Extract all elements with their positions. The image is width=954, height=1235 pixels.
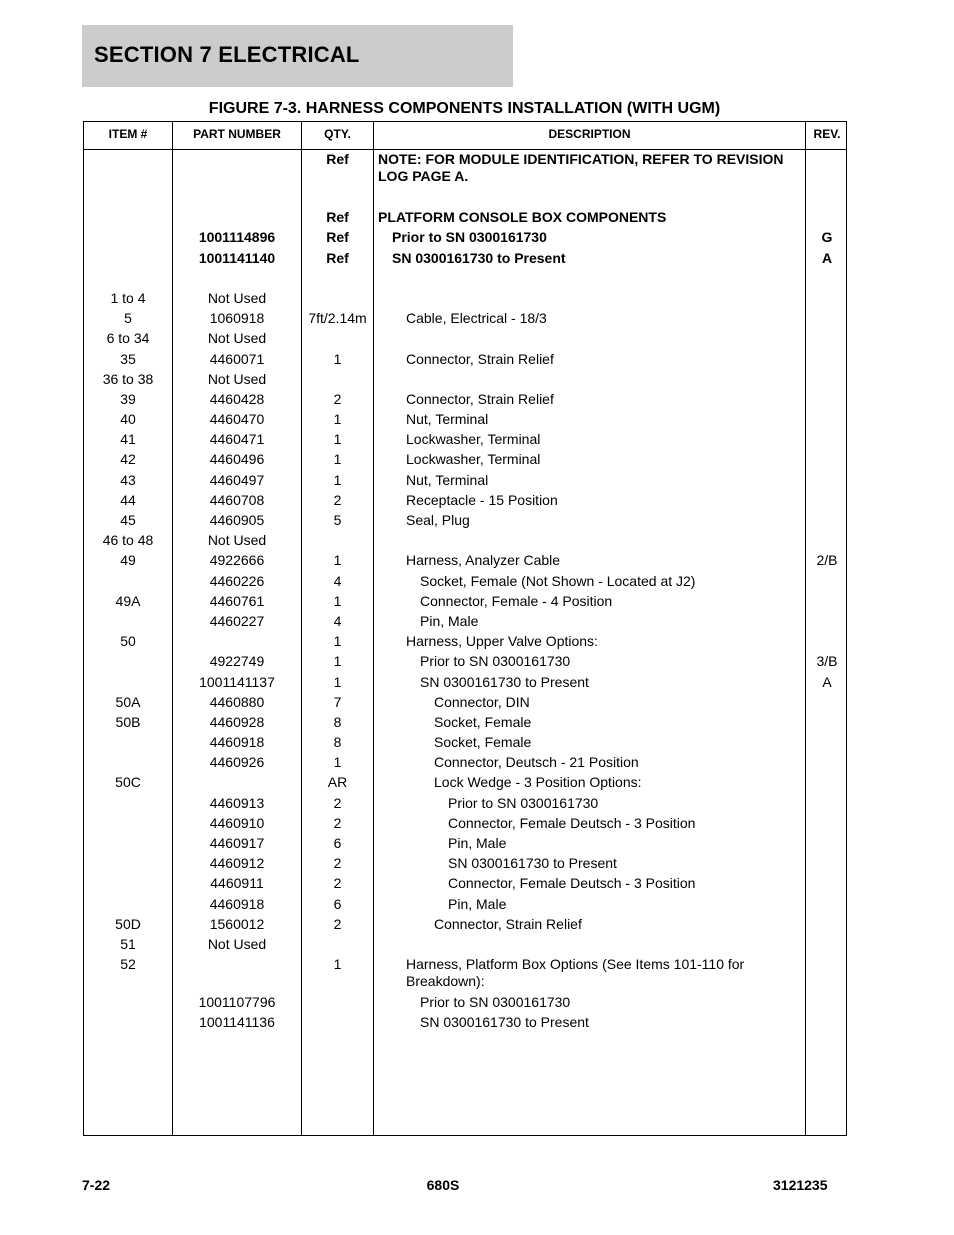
item-number-cell: 44 (120, 491, 136, 508)
column-header-item: ITEM # (108, 127, 148, 141)
table-row (84, 914, 846, 934)
part-number-cell: 1001141140 (198, 249, 276, 266)
description-cell: Lockwasher, Terminal (406, 431, 541, 448)
table-row (84, 591, 846, 611)
quantity-cell: 2 (333, 794, 342, 811)
part-number-cell: 1001107796 (198, 994, 276, 1011)
description-cell: Socket, Female (434, 713, 532, 730)
description-cell: Prior to SN 0300161730 (420, 653, 571, 670)
footer-page-number: 7-22 (82, 1177, 111, 1193)
quantity-cell: 1 (333, 350, 342, 367)
table-row (84, 288, 846, 308)
table-row (84, 429, 846, 449)
part-number-cell: Not Used (207, 289, 267, 306)
item-number-cell: 42 (120, 451, 136, 468)
quantity-cell: 1 (333, 956, 342, 973)
part-number-cell: 4460910 (209, 814, 265, 831)
description-cell: Pin, Male (420, 612, 479, 629)
quantity-cell: 1 (333, 653, 342, 670)
table-row (84, 369, 846, 389)
description-cell: Connector, Strain Relief (406, 350, 554, 367)
part-number-cell: 4460708 (209, 491, 265, 508)
part-number-cell: 1560012 (209, 915, 265, 932)
table-row (84, 1012, 846, 1032)
description-cell: Receptacle - 15 Position (406, 491, 558, 508)
table-row (84, 248, 846, 268)
part-number-cell: Not Used (207, 330, 267, 347)
part-number-cell: 4460917 (209, 835, 265, 851)
part-number-cell: 4460918 (209, 734, 265, 751)
part-number-cell: 4460428 (209, 390, 265, 407)
quantity-cell: 7ft/2.14m (308, 310, 367, 327)
description-cell: Socket, Female (434, 734, 532, 751)
description-cell: Nut, Terminal (406, 471, 489, 488)
column-header-qty: QTY. (324, 127, 351, 141)
item-number-cell: 50A (115, 693, 141, 710)
part-number-cell: 4460227 (209, 612, 265, 629)
part-number-cell: 4460880 (209, 693, 265, 710)
description-cell: Connector, Deutsch - 21 Position (434, 754, 639, 771)
table-row (84, 207, 846, 227)
description-cell: Pin, Male (448, 835, 507, 851)
table-row (84, 853, 846, 873)
description-cell: PLATFORM CONSOLE BOX COMPONENTS (378, 209, 667, 226)
quantity-cell: Ref (326, 229, 349, 246)
table-row (84, 732, 846, 752)
item-number-cell: 50B (115, 713, 141, 730)
footer-model: 680S (426, 1177, 460, 1193)
description-cell: Harness, Upper Valve Options: (406, 633, 598, 650)
description-cell: SN 0300161730 to Present (392, 249, 566, 266)
description-cell: Seal, Plug (406, 512, 470, 528)
part-number-cell: 4460911 (210, 875, 264, 892)
table-row (84, 692, 846, 712)
item-number-cell: 50 (120, 633, 136, 650)
quantity-cell: 1 (333, 673, 342, 690)
description-cell: Nut, Terminal (406, 411, 489, 428)
description-cell: Lock Wedge - 3 Position Options: (434, 774, 642, 791)
table-row (84, 672, 846, 692)
description-cell: Prior to SN 0300161730 (448, 794, 599, 811)
part-number-cell: 4460470 (209, 411, 265, 428)
item-number-cell: 1 to 4 (110, 289, 146, 306)
quantity-cell: 4 (333, 612, 342, 629)
table-row (84, 772, 846, 792)
quantity-cell: Ref (326, 249, 349, 266)
quantity-cell: 1 (333, 451, 342, 468)
quantity-cell: Ref (326, 209, 349, 226)
quantity-cell: 8 (333, 734, 342, 751)
table-row (84, 611, 846, 631)
table-row (84, 490, 846, 510)
part-number-cell: 4460905 (209, 512, 265, 528)
table-body (84, 149, 846, 1033)
quantity-cell: 6 (333, 895, 342, 912)
part-number-cell: 4460497 (209, 471, 265, 488)
part-number-cell: 4460928 (209, 713, 265, 730)
section-header (82, 25, 513, 87)
description-cell: NOTE: FOR MODULE IDENTIFICATION, REFER TO REVISION LOG PAGE A. (378, 151, 784, 184)
part-number-cell: 4460918 (209, 895, 265, 912)
description-cell: Connector, Female Deutsch - 3 Position (448, 814, 696, 831)
part-number-cell: 4460226 (209, 572, 265, 589)
table-row (84, 409, 846, 429)
quantity-cell: 1 (333, 431, 342, 448)
table-row (84, 954, 846, 992)
quantity-cell: 1 (333, 633, 342, 650)
description-cell: Cable, Electrical - 18/3 (406, 310, 547, 327)
description-cell: Prior to SN 0300161730 (420, 994, 571, 1011)
quantity-cell: 2 (333, 875, 342, 892)
table-row (84, 389, 846, 409)
table-row (84, 934, 846, 954)
description-cell: Harness, Analyzer Cable (406, 552, 561, 569)
footer-doc-number: 3121235 (773, 1177, 828, 1193)
item-number-cell: 5 (124, 310, 132, 327)
table-row (84, 308, 846, 328)
part-number-cell: 4922749 (209, 653, 265, 670)
description-cell: SN 0300161730 to Present (420, 1014, 589, 1031)
description-cell: Connector, Female Deutsch - 3 Position (448, 875, 696, 892)
quantity-cell: AR (327, 774, 348, 791)
quantity-cell: 8 (333, 713, 342, 730)
column-header-description: DESCRIPTION (548, 127, 631, 141)
item-number-cell: 46 to 48 (102, 532, 154, 549)
quantity-cell: 5 (333, 512, 342, 528)
table-row (84, 894, 846, 914)
table-row (84, 873, 846, 893)
item-number-cell: 45 (120, 512, 136, 528)
description-cell: Socket, Female (Not Shown - Located at J2) (420, 572, 696, 589)
item-number-cell: 49A (115, 592, 141, 609)
quantity-cell: 1 (333, 592, 342, 609)
part-number-cell: 4460913 (209, 794, 265, 811)
part-number-cell: 4460912 (209, 855, 265, 872)
part-number-cell: 4460071 (209, 350, 265, 367)
part-number-cell: Not Used (207, 370, 267, 387)
part-number-cell: 1001141136 (199, 1014, 275, 1031)
column-header-part-number: PART NUMBER (193, 127, 281, 141)
quantity-cell: 4 (333, 572, 342, 589)
item-number-cell: 6 to 34 (106, 330, 150, 347)
part-number-cell: 4460471 (209, 431, 265, 448)
description-cell: Pin, Male (448, 895, 507, 912)
description-cell: SN 0300161730 to Present (420, 673, 589, 690)
description-cell: Lockwasher, Terminal (406, 451, 541, 468)
revision-cell: 2/B (816, 552, 838, 569)
quantity-cell: 6 (333, 835, 342, 851)
table-row (84, 651, 846, 671)
item-number-cell: 52 (120, 956, 136, 973)
part-number-cell: Not Used (207, 935, 267, 952)
item-number-cell: 49 (120, 552, 136, 569)
table-row (84, 510, 846, 530)
table-row (84, 813, 846, 833)
table-row (84, 712, 846, 732)
part-number-cell: 4460496 (209, 451, 265, 468)
description-cell: Prior to SN 0300161730 (392, 229, 547, 246)
revision-cell: A (822, 673, 832, 690)
table-row (84, 449, 846, 469)
table-row (84, 752, 846, 772)
table-row (84, 268, 846, 288)
item-number-cell: 50D (115, 915, 141, 932)
part-number-cell: 4922666 (209, 552, 265, 569)
quantity-cell: Ref (326, 151, 349, 167)
quantity-cell: 2 (333, 814, 342, 831)
table-row (84, 550, 846, 570)
item-number-cell: 36 to 38 (102, 370, 154, 387)
table-row (84, 149, 846, 187)
quantity-cell: 2 (333, 915, 342, 932)
quantity-cell: 2 (333, 855, 342, 872)
part-number-cell: 1001141137 (199, 673, 275, 690)
part-number-cell: 4460761 (209, 592, 265, 609)
table-row (84, 793, 846, 813)
table-row (84, 571, 846, 591)
item-number-cell: 35 (120, 350, 136, 367)
quantity-cell: 7 (333, 693, 342, 710)
description-cell: SN 0300161730 to Present (448, 855, 617, 872)
item-number-cell: 41 (120, 431, 136, 448)
quantity-cell: 1 (333, 411, 342, 428)
revision-cell: A (821, 249, 833, 266)
part-number-cell: Not Used (207, 532, 267, 549)
revision-cell: G (821, 229, 833, 246)
item-number-cell: 39 (120, 390, 136, 407)
part-number-cell: 1060918 (209, 310, 265, 327)
description-cell: Connector, Strain Relief (406, 390, 554, 407)
part-number-cell: 1001114896 (198, 229, 276, 246)
table-row (84, 470, 846, 490)
description-cell: Connector, Female - 4 Position (420, 592, 613, 609)
description-cell: Harness, Platform Box Options (See Items 101-110 for Breakdown): (406, 956, 745, 990)
figure-title: FIGURE 7-3. HARNESS COMPONENTS INSTALLATION (WITH UGM) (208, 100, 721, 117)
table-row (84, 631, 846, 651)
parts-table (83, 121, 847, 1136)
table-row (84, 992, 846, 1012)
part-number-cell: 4460926 (209, 754, 265, 771)
quantity-cell: 1 (333, 754, 342, 771)
table-row (84, 833, 846, 853)
item-number-cell: 43 (120, 471, 136, 488)
revision-cell: 3/B (816, 653, 838, 670)
item-number-cell: 50C (115, 774, 141, 791)
table-row (84, 227, 846, 247)
quantity-cell: 1 (333, 552, 342, 569)
table-row (84, 530, 846, 550)
item-number-cell: 40 (120, 411, 136, 428)
table-row (84, 328, 846, 348)
quantity-cell: 1 (333, 471, 342, 488)
table-row (84, 187, 846, 207)
column-header-rev: REV. (813, 127, 841, 141)
description-cell: Connector, Strain Relief (434, 915, 582, 932)
section-title: SECTION 7 ELECTRICAL (94, 42, 360, 67)
item-number-cell: 51 (120, 935, 136, 952)
quantity-cell: 2 (333, 390, 342, 407)
description-cell: Connector, DIN (434, 693, 530, 710)
quantity-cell: 2 (333, 491, 342, 508)
table-row (84, 349, 846, 369)
